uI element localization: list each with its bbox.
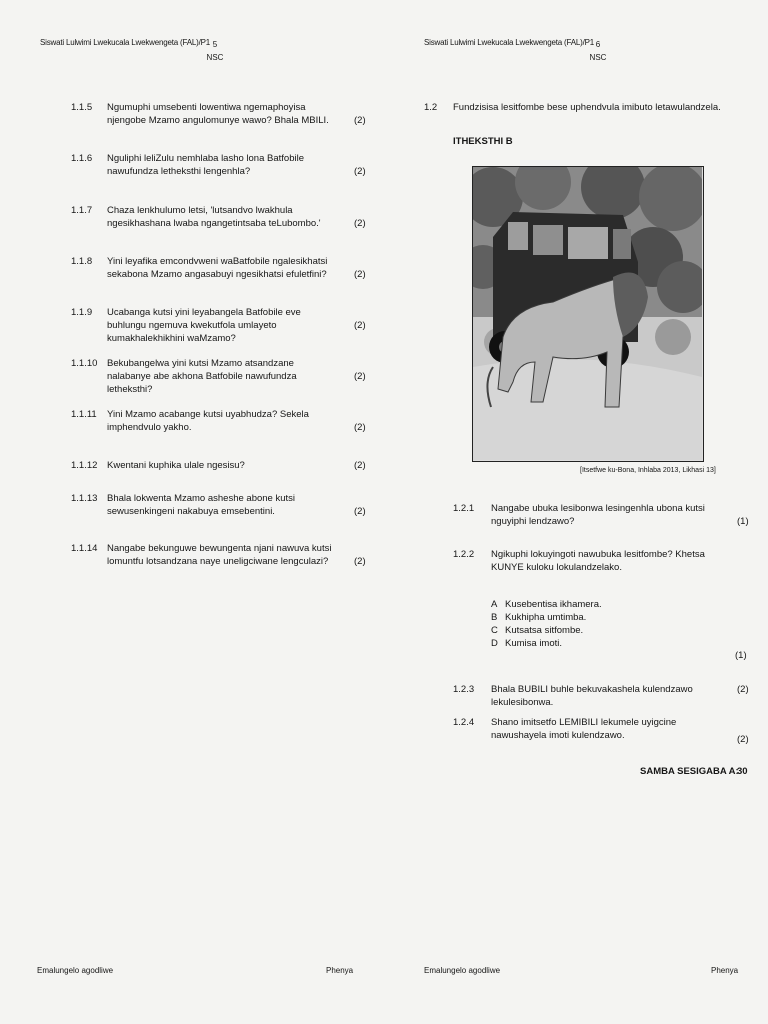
question-text: Kwentani kuphika ulale ngesisu?	[107, 460, 245, 471]
option-text: Kusebentisa ikhamera.	[505, 599, 602, 610]
question-number: 1.1.7	[71, 205, 93, 216]
header-title: Siswati Lulwimi Lwekucala Lwekwengeta (FAL)/P1	[40, 38, 210, 47]
question-marks: (1)	[735, 650, 747, 661]
question-text: Chaza lenkhulumo letsi, 'lutsandvo lwakhula ngesikhashana lwaba ngangetintsaba teLubombo.'	[107, 205, 321, 229]
question-marks: (2)	[354, 556, 366, 567]
question-number: 1.1.11	[71, 409, 97, 420]
footer-left: Emalungelo agodliwe	[424, 966, 501, 975]
question-text: Ucabanga kutsi yini leyabangela Batfobile eve buhlungu ngemuva kwekutfola umlayeto kumakhalekhikhini waMzamo?	[107, 307, 301, 344]
question-marks: (2)	[354, 115, 366, 126]
photo-image	[473, 167, 702, 460]
question-number: 1.1.13	[71, 493, 98, 504]
question-marks: (2)	[737, 684, 749, 695]
page-number: 6	[595, 40, 601, 49]
option-letter: D	[491, 638, 498, 649]
question-text: Bhala BUBILI buhle bekuvakashela kulendzawo lekulesibonwa.	[491, 684, 693, 708]
page-sub: NSC	[589, 53, 607, 62]
question-number: 1.1.6	[71, 153, 93, 164]
section-total-label: SAMBA SESIGABA A:	[640, 766, 739, 777]
question-text: Bhala lokwenta Mzamo asheshe abone kutsi sewusenkingeni nakabuya emsebentini.	[107, 493, 296, 517]
question-text: Yini leyafika emcondvweni waBatfobile ngalesikhatsi sekabona Mzamo angasabuyi ngesikhatsi efuletfini?	[107, 256, 328, 280]
question-text: Nangabe ubuka lesibonwa lesingenhla ubona kutsi nguyiphi lendzawo?	[491, 503, 705, 527]
question-marks: (2)	[354, 460, 366, 471]
question-text: Nguliphi leliZulu nemhlaba lasho lona Batfobile nawufundza letheksthi lengenhla?	[107, 153, 304, 177]
header-page-number	[205, 38, 225, 64]
option-text: Kukhipha umtimba.	[505, 612, 587, 623]
header-title: Siswati Lulwimi Lwekucala Lwekwengeta (FAL)/P1	[424, 38, 594, 47]
section-total-value: 30	[737, 766, 748, 777]
question-text: Bekubangelwa yini kutsi Mzamo atsandzane nalabanye abe akhona Batfobile nawufundza letheksthi?	[107, 358, 297, 395]
question-number: 1.1.5	[71, 102, 93, 113]
option-letter: A	[491, 599, 498, 610]
page-number: 5	[212, 40, 218, 49]
question-text: Nangabe bekunguwe bewungenta njani nawuva kutsi lomuntfu lotsandzana naye uneligciwane lengculazi?	[107, 543, 332, 567]
option-letter: B	[491, 612, 498, 623]
question-number: 1.2.4	[453, 717, 475, 728]
footer-left: Emalungelo agodliwe	[37, 966, 114, 975]
question-number: 1.1.9	[71, 307, 93, 318]
question-marks: (2)	[354, 320, 366, 331]
option-item	[491, 598, 691, 611]
question-number: 1.1.12	[71, 460, 98, 471]
option-letter: C	[491, 625, 498, 636]
question-marks: (2)	[354, 269, 366, 280]
question-marks: (1)	[737, 516, 749, 527]
question-marks: (2)	[354, 422, 366, 433]
photo-caption: [Itsetfwe ku-Bona, Inhlaba 2013, Likhasi 13]	[580, 467, 716, 474]
option-list	[491, 598, 691, 650]
question-text: Ngumuphi umsebenti lowentiwa ngemaphoyisa njengobe Mzamo angulomunye wawo? Bhala MBILI.	[107, 102, 329, 126]
question-number: 1.1.8	[71, 256, 93, 267]
question-text: Ngikuphi lokuyingoti nawubuka lesitfombe? Khetsa KUNYE kuloku lokulandzelako.	[491, 549, 705, 573]
question-text: Shano imitsetfo LEMIBILI lekumele uyigcine nawushayela imoti kulendzawo.	[491, 717, 677, 741]
header-page-number	[588, 38, 608, 64]
question-text: Yini Mzamo acabange kutsi uyabhudza? Sekela imphendvulo yakho.	[107, 409, 309, 433]
footer-right: Phenya	[326, 966, 354, 975]
option-item	[491, 611, 691, 624]
question-number: 1.1.10	[71, 358, 98, 369]
question-number: 1.2.1	[453, 503, 475, 514]
option-item	[491, 637, 691, 650]
question-marks: (2)	[354, 218, 366, 229]
option-text: Kumisa imoti.	[505, 638, 563, 649]
question-number: 1.1.14	[71, 543, 98, 554]
option-item	[491, 624, 691, 637]
question-number: 1.2	[424, 102, 438, 113]
question-marks: (2)	[737, 734, 749, 745]
photo-lion-and-vehicle	[472, 166, 704, 462]
question-marks: (2)	[354, 371, 366, 382]
page-sub: NSC	[206, 53, 224, 62]
footer-right: Phenya	[711, 966, 739, 975]
question-text: Fundzisisa lesitfombe bese uphendvula imibuto letawulandzela.	[453, 102, 721, 113]
text-label: ITHEKSTHI B	[453, 136, 513, 147]
question-number: 1.2.2	[453, 549, 475, 560]
question-marks: (2)	[354, 166, 366, 177]
option-text: Kutsatsa sitfombe.	[505, 625, 584, 636]
question-number: 1.2.3	[453, 684, 475, 695]
question-marks: (2)	[354, 506, 366, 517]
